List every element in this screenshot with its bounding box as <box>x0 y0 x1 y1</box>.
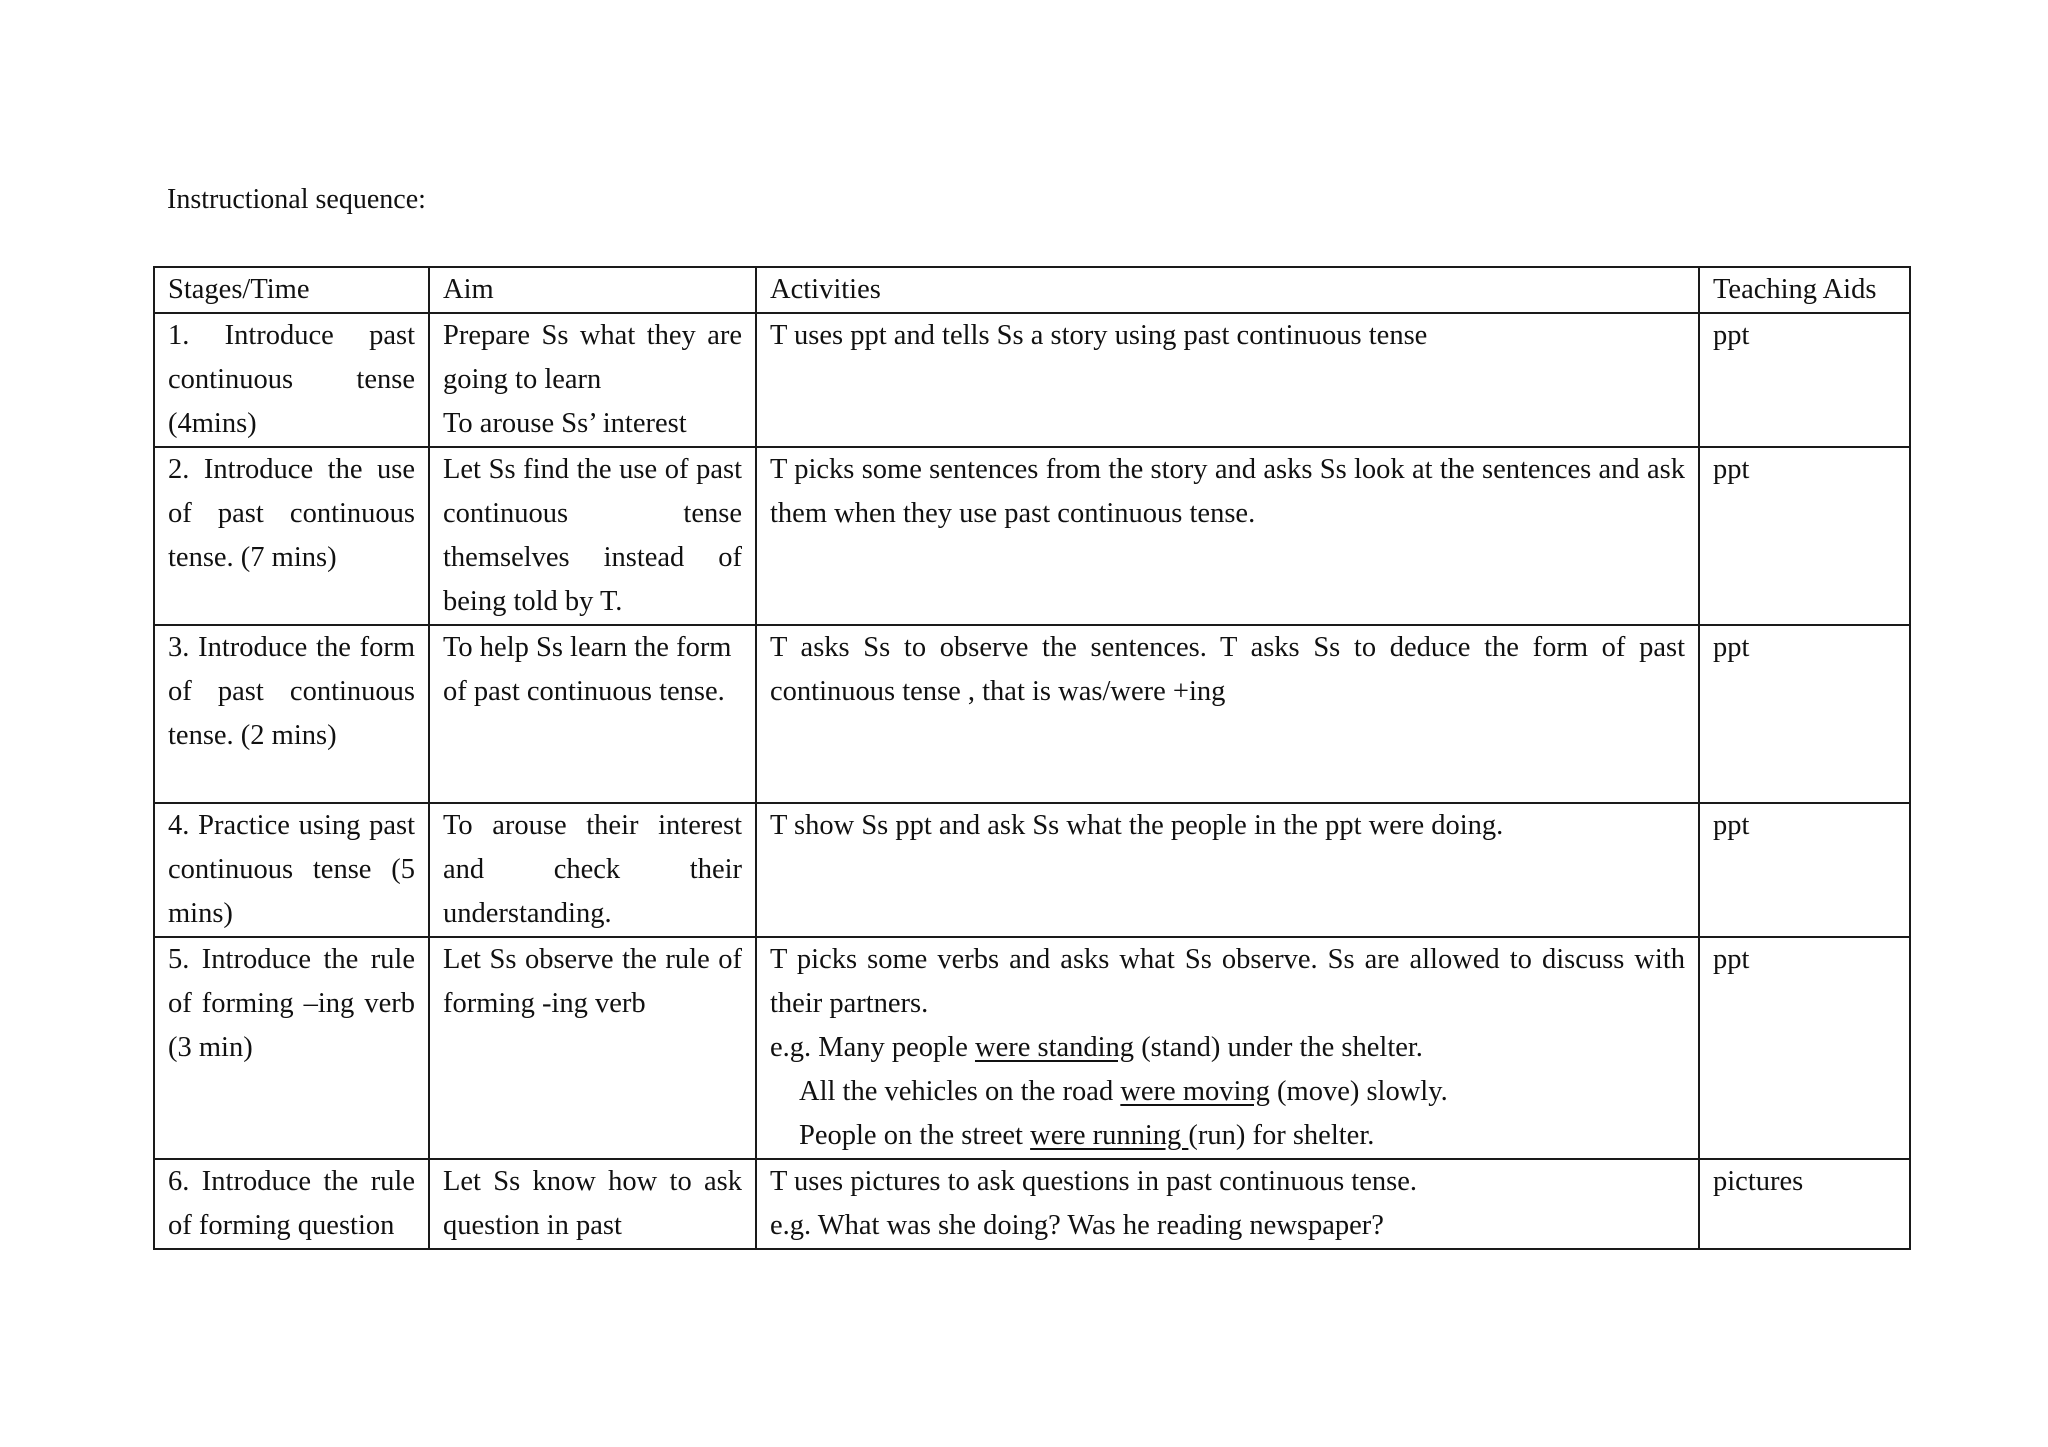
aim-cell: To arouse their interest and check their understanding. <box>429 803 756 937</box>
activities-text: T picks some verbs and asks what Ss observe. Ss are allowed to discuss with their partners. <box>770 944 1685 1019</box>
aids-cell: ppt <box>1699 625 1910 803</box>
activities-cell: T uses ppt and tells Ss a story using past continuous tense <box>756 313 1699 447</box>
aids-cell: ppt <box>1699 937 1910 1159</box>
stage-cell: 3. Introduce the form of past continuous tense. (2 mins) <box>154 625 429 803</box>
stage-cell: 2. Introduce the use of past continuous tense. (7 mins) <box>154 447 429 625</box>
section-heading: Instructional sequence: <box>167 184 426 215</box>
table-row <box>154 313 1910 447</box>
stage-cell: 5. Introduce the rule of forming –ing verb (3 min) <box>154 937 429 1159</box>
aim-cell: To help Ss learn the form of past continuous tense. <box>429 625 756 803</box>
activities-cell: T asks Ss to observe the sentences. T asks Ss to deduce the form of past continuous tense , that is was/were +ing <box>756 625 1699 803</box>
aids-cell: ppt <box>1699 803 1910 937</box>
aids-cell: ppt <box>1699 447 1910 625</box>
table-row <box>154 937 1910 1159</box>
aim-line: Prepare Ss what they are going to learn <box>443 320 742 395</box>
header-aim: Aim <box>429 267 756 313</box>
stage-cell: 4. Practice using past continuous tense (5 mins) <box>154 803 429 937</box>
table-row <box>154 625 1910 803</box>
table-row <box>154 1159 1910 1249</box>
table-header-row <box>154 267 1910 313</box>
activities-cell: T picks some sentences from the story and asks Ss look at the sentences and ask them when they use past continuous tense. <box>756 447 1699 625</box>
aim-cell: Let Ss find the use of past continuous tense themselves instead of being told by T. <box>429 447 756 625</box>
stage-text: 6. Introduce the rule of forming question <box>168 1166 415 1241</box>
underlined-answer: were running <box>1030 1120 1189 1151</box>
stage-cell: 1. Introduce past continuous tense (4mins) <box>154 313 429 447</box>
aim-cell <box>429 1159 756 1249</box>
underlined-answer: were moving <box>1120 1076 1270 1107</box>
table-row <box>154 447 1910 625</box>
activities-cell: T show Ss ppt and ask Ss what the people in the ppt were doing. <box>756 803 1699 937</box>
aids-cell: pictures <box>1699 1159 1910 1249</box>
underlined-answer: were standing <box>974 1032 1135 1063</box>
aim-line: To arouse Ss’ interest <box>443 408 687 439</box>
example-sentence: e.g. Many people were standing (stand) under the shelter. <box>770 1032 1423 1063</box>
activities-cell <box>756 937 1699 1159</box>
table-row <box>154 803 1910 937</box>
activities-line: T uses pictures to ask questions in past continuous tense. <box>770 1166 1417 1197</box>
aim-cell <box>429 313 756 447</box>
aim-cell: Let Ss observe the rule of forming -ing verb <box>429 937 756 1159</box>
example-sentence: People on the street were running (run) for shelter. <box>799 1120 1375 1151</box>
example-sentence: All the vehicles on the road were moving (move) slowly. <box>799 1076 1448 1107</box>
aim-text: Let Ss know how to ask question in past <box>443 1166 742 1241</box>
instructional-sequence-table <box>153 266 1911 1250</box>
header-activities: Activities <box>756 267 1699 313</box>
activities-line: e.g. What was she doing? Was he reading newspaper? <box>770 1210 1384 1241</box>
activities-cell <box>756 1159 1699 1249</box>
stage-cell <box>154 1159 429 1249</box>
header-teaching-aids: Teaching Aids <box>1699 267 1910 313</box>
aids-cell: ppt <box>1699 313 1910 447</box>
header-stages-time: Stages/Time <box>154 267 429 313</box>
